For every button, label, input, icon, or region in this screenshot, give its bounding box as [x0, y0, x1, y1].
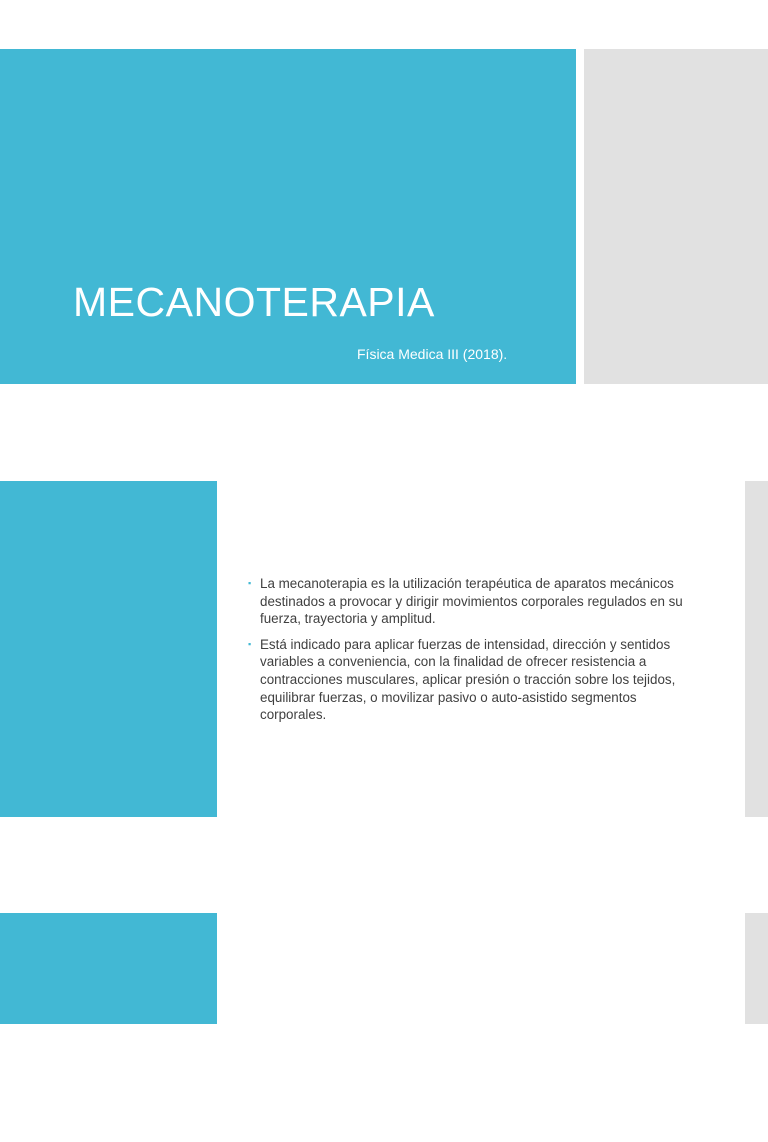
bullet-text: Está indicado para aplicar fuerzas de intensidad, dirección y sentidos variables a conveniencia, con la finalidad de ofrecer resistencia a contracciones musculares, aplicar presión o tracción sobre los tejidos, equilibrar fuerzas, o movilizar pasivo o auto-asistido segmentos corporales. [260, 636, 676, 723]
intro-slide-side-panel [745, 481, 768, 817]
slide-subtitle: Física Medica III (2018). [357, 346, 508, 362]
small-square-bullet-icon: ▪ [248, 638, 252, 649]
bullet-text: La mecanoterapia es la utilización terapéutica de aparatos mecánicos destinados a provocar y dirigir movimientos corporales regulados en su fuerza, trayectoria y amplitud. [260, 576, 683, 627]
title-slide-panel [0, 49, 576, 384]
small-square-bullet-icon: ▪ [248, 578, 252, 588]
intro-slide-panel [0, 481, 217, 1141]
bullet-item [246, 636, 706, 724]
intro-heading: Introducción: [37, 1113, 181, 1141]
next-slide-side-panel [745, 913, 768, 1024]
bullet-item [246, 575, 706, 628]
next-slide-panel [0, 913, 217, 1024]
slide-title: MECANOTERAPIA [73, 279, 435, 325]
intro-bullet-list [246, 575, 706, 732]
title-slide-side-panel [584, 49, 768, 384]
